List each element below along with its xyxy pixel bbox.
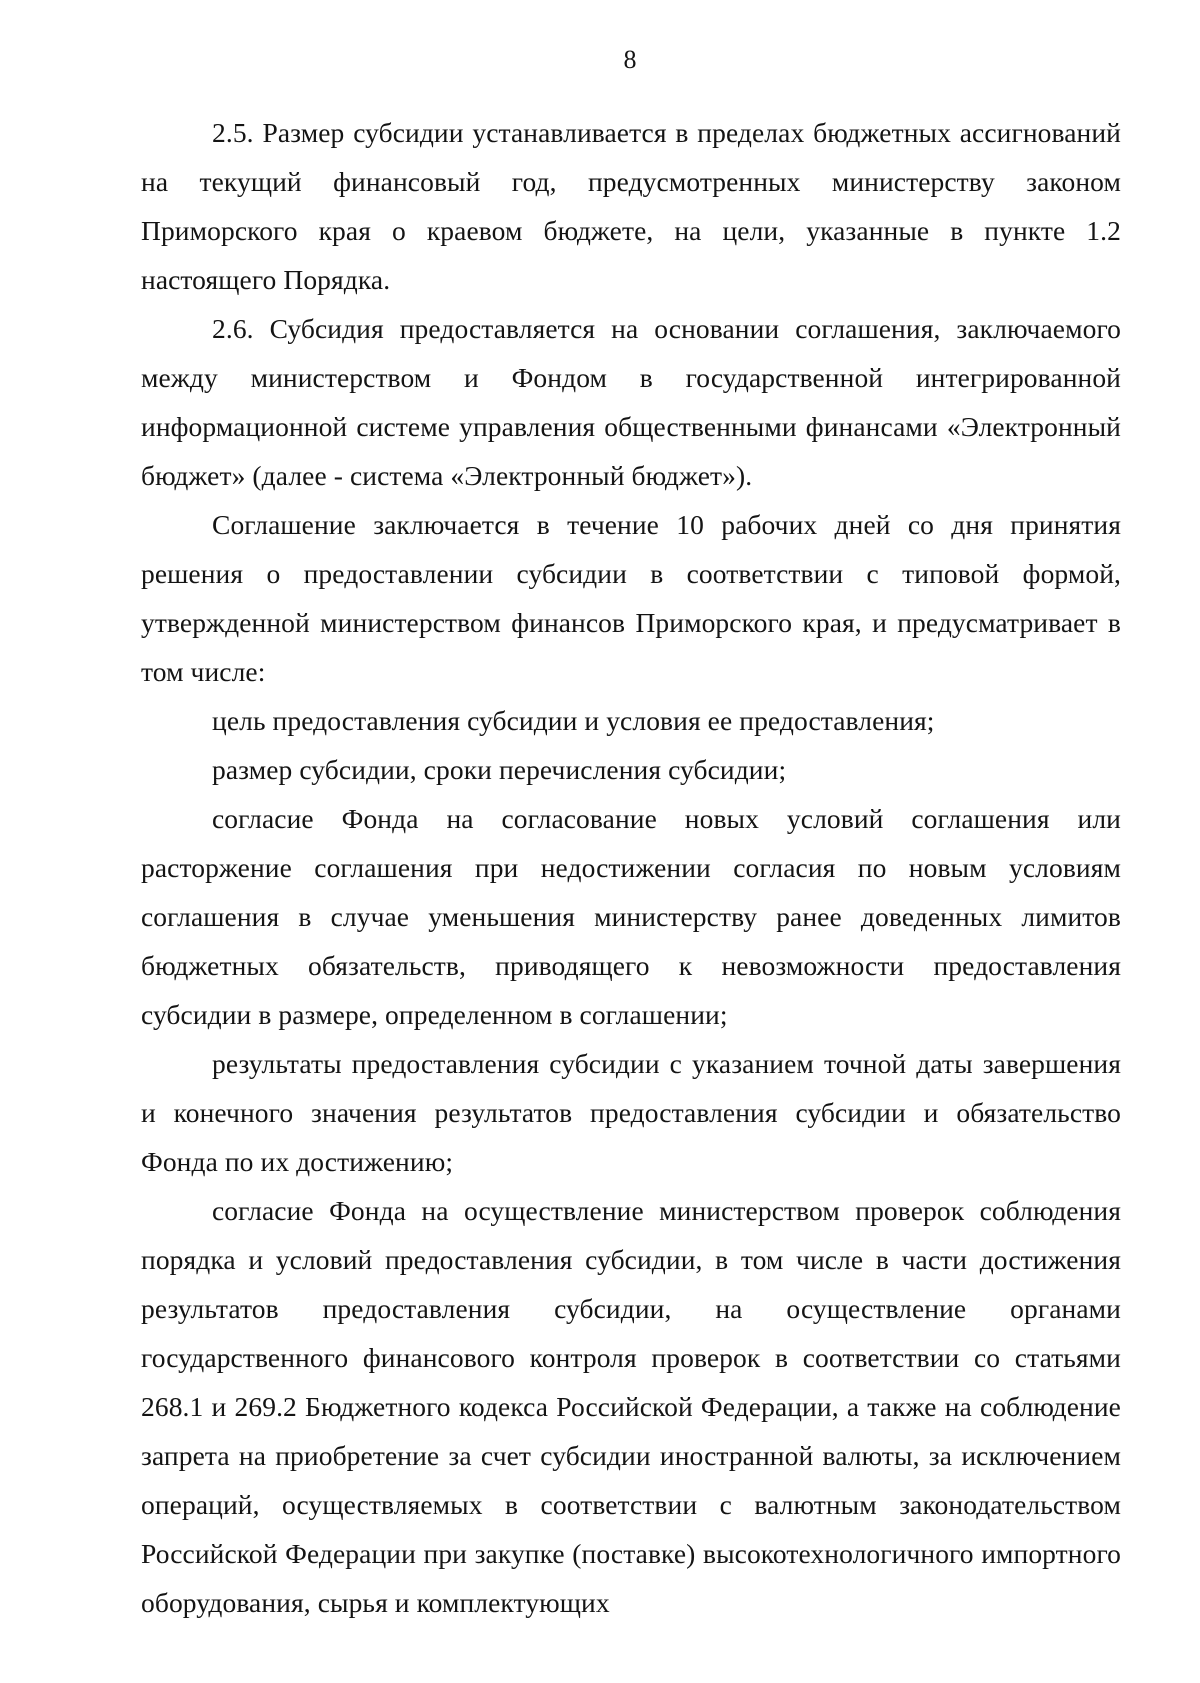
paragraph-2-5: 2.5. Размер субсидии устанавливается в пределах бюджетных ассигнований на текущий финансовый год, предусмотренных министерству законом Приморского края о краевом бюджете, на цели, указанные в пункте 1.2 настоящего Порядка. — [141, 117, 1121, 295]
list-item-amount: размер субсидии, сроки перечисления субсидии; — [212, 754, 787, 785]
list-item-results: результаты предоставления субсидии с указанием точной даты завершения и конечного значения результатов предоставления субсидии и обязательство Фонда по их достижению; — [141, 1048, 1121, 1177]
list-item-consent-inspections: согласие Фонда на осуществление министерством проверок соблюдения порядка и условий предоставления субсидии, в том числе в части достижения результатов предоставления субсидии, на осуществление органами государственного финансового контроля проверок в соответствии со статьями 268.1 и 269.2 Бюджетного кодекса Российской Федерации, а также на соблюдение запрета на приобретение за счет субсидии иностранной валюты, за исключением операций, осуществляемых в соответствии с валютным законодательством Российской Федерации при закупке (поставке) высокотехнологичного импортного оборудования, сырья и комплектующих — [141, 1195, 1121, 1618]
list-item-consent-new-terms: согласие Фонда на согласование новых условий соглашения или расторжение соглашения при недостижении согласия по новым условиям соглашения в случае уменьшения министерству ранее доведенных лимитов бюджетных обязательств, приводящего к невозможности предоставления субсидии в размере, определенном в соглашении; — [141, 803, 1121, 1030]
paragraph-2-6: 2.6. Субсидия предоставляется на основании соглашения, заключаемого между министерством и Фондом в государственной интегрированной информационной системе управления общественными финансами «Электронный бюджет» (далее - система «Электронный бюджет»). — [141, 313, 1121, 491]
document-body — [141, 108, 1121, 1627]
paragraph-agreement: Соглашение заключается в течение 10 рабочих дней со дня принятия решения о предоставлении субсидии в соответствии с типовой формой, утвержденной министерством финансов Приморского края, и предусматривает в том числе: — [141, 509, 1121, 687]
list-item-purpose: цель предоставления субсидии и условия ее предоставления; — [212, 705, 935, 736]
page-number: 8 — [623, 45, 637, 74]
